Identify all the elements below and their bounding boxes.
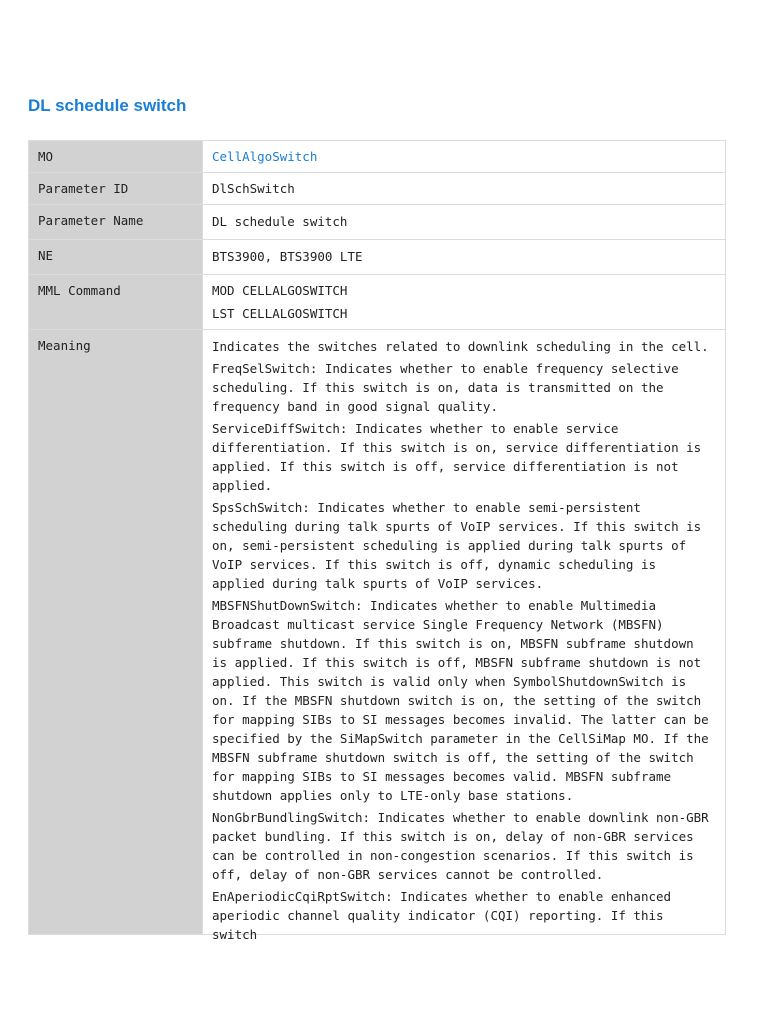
- meaning-intro: Indicates the switches related to downlink scheduling in the cell.: [212, 339, 709, 354]
- parameter-id-label: Parameter ID: [29, 173, 203, 205]
- meaning-content: [212, 337, 716, 942]
- mml-command-label: MML Command: [29, 275, 203, 330]
- table-row-mo: [29, 141, 726, 173]
- meaning-paragraph-enaperiodiccqirptswitch: EnAperiodicCqiRptSwitch: Indicates whether to enable enhanced aperiodic channel quality indicator (CQI) reporting. If this switch: [212, 889, 672, 942]
- table-row-parameter-id: [29, 173, 726, 205]
- mml-command-line: MOD CELLALGOSWITCH: [212, 283, 348, 298]
- meaning-label: Meaning: [29, 330, 203, 935]
- parameter-table: [28, 140, 726, 942]
- parameter-name-label: Parameter Name: [29, 205, 203, 240]
- meaning-paragraph-spsschswitch: SpsSchSwitch: Indicates whether to enable semi-persistent scheduling during talk spurts of VoIP services. If this switch is on, semi-persistent scheduling is applied during talk spurts of VoIP services. If this switch is off, dynamic scheduling is applied during talk spurts of VoIP services.: [212, 500, 702, 591]
- table-row-parameter-name: [29, 205, 726, 240]
- parameter-id-value: DlSchSwitch: [203, 173, 726, 205]
- mo-value-cell: [203, 141, 726, 173]
- meaning-paragraph-nongbrbundlingswitch: NonGbrBundlingSwitch: Indicates whether to enable downlink non-GBR packet bundling. If this switch is on, delay of non-GBR services can be controlled in non-congestion scenarios. If this switch is off, delay of non-GBR services cannot be controlled.: [212, 810, 709, 882]
- page-title: DL schedule switch: [28, 96, 187, 115]
- mml-command-line: LST CELLALGOSWITCH: [212, 306, 348, 321]
- meaning-value: [203, 330, 726, 942]
- meaning-paragraph-mbsfnshutdownswitch: MBSFNShutDownSwitch: Indicates whether to enable Multimedia Broadcast multicast service Single Frequency Network (MBSFN) subframe shutdown. If this switch is on, MBSFN subframe shutdown is applied. If this switch is off, MBSFN subframe shutdown is not applied. This switch is valid only when SymbolShutdownSwitch is on. If the MBSFN shutdown switch is on, the setting of the switch for mapping SIBs to SI messages becomes invalid. The latter can be specified by the SiMapSwitch parameter in the CellSiMap MO. If the MBSFN subframe shutdown switch is off, the setting of the switch for mapping SIBs to SI messages becomes valid. MBSFN subframe shutdown applies only to LTE-only base stations.: [212, 598, 709, 803]
- table-row-meaning: [29, 330, 726, 935]
- mml-command-value: [203, 275, 726, 330]
- parameter-name-value: DL schedule switch: [203, 205, 726, 240]
- meaning-paragraph-freqselswitch: FreqSelSwitch: Indicates whether to enable frequency selective scheduling. If this switch is on, data is transmitted on the frequency band in good signal quality.: [212, 361, 679, 414]
- ne-value: BTS3900, BTS3900 LTE: [203, 240, 726, 275]
- ne-label: NE: [29, 240, 203, 275]
- mo-label: MO: [29, 141, 203, 173]
- table-row-ne: [29, 240, 726, 275]
- meaning-paragraph-servicediffswitch: ServiceDiffSwitch: Indicates whether to enable service differentiation. If this switch is on, service differentiation is applied. If this switch is off, service differentiation is not applied.: [212, 421, 702, 493]
- mo-link[interactable]: CellAlgoSwitch: [212, 149, 318, 164]
- table-row-mml-command: [29, 275, 726, 330]
